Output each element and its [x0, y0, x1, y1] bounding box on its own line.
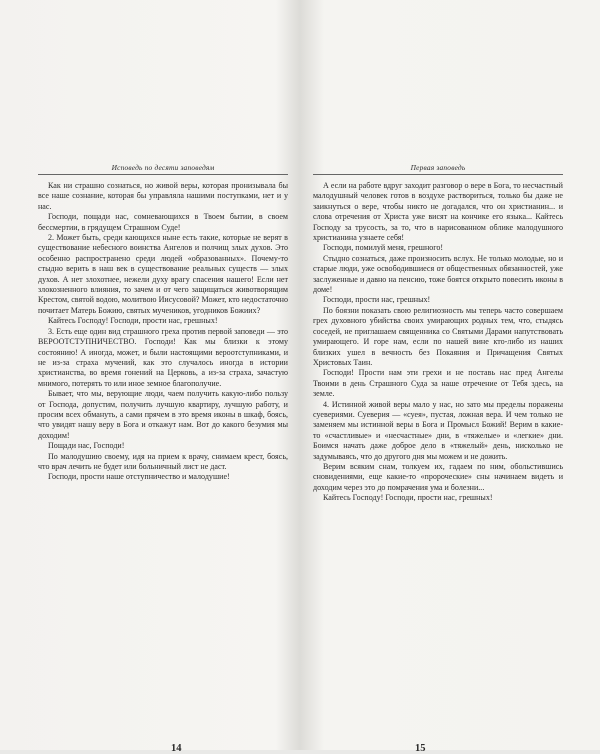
paragraph: Господи, прости наше отступничество и малодушие!: [48, 472, 230, 482]
paragraph: Верим всяким снам, толкуем их, гадаем по ним, обольстившись сновидениями, еще какие-то «пророческие» сны начинаем видеть и доходим через это до помрачения ума и болезни...: [313, 461, 563, 492]
left-page-number: 14: [171, 743, 182, 754]
right-page: [313, 163, 563, 754]
paragraph: По боязни показать свою религиозность мы теперь часто совершаем грех духовного убийства своих умирающих родных тем, что, стыдясь соседей, не приглашаем священника со Святыми Дарами напутствовать умирающего. И горе нам, если по нашей вине кто-либо из наших близких ушел в вечность без Покаяния и Причащения Святых Христовых Таин.: [313, 305, 563, 367]
paragraph: Господи! Прости нам эти грехи и не поставь нас пред Ангелы Твоими в день Страшного Суда за наше отречение от Тебя здесь, на земле.: [313, 368, 563, 399]
left-running-header: Исповедь по десяти заповедям: [38, 163, 288, 175]
paragraph: 4. Истинной живой веры мало у нас, но зато мы пределы поражены суевериями. Суеверия — «суея», пустая, ложная вера. И чем только не заменяем мы истинной веры в Бога и Промысл Божий! Верим в какие-то «счастливые» и «несчастные» дни, в «тяжелые» и «легкие» дни. Боимся начать даже доброе дело в «тяжелый» день, нисколько не задумываясь, что до другого дня мы можем и не дожить.: [313, 399, 563, 461]
paragraph: Господи, помилуй меня, грешного!: [323, 243, 444, 253]
paragraph: Кайтесь Господу! Господи, прости нас, грешных!: [48, 316, 218, 326]
paragraph: Как ни страшно сознаться, но живой веры, которая пронизывала бы все наше сознание, которая бы управляла нашими поступками, нет и у нас.: [38, 181, 288, 211]
right-running-header: Первая заповедь: [313, 163, 563, 175]
paragraph: Пощади нас, Господи!: [48, 441, 125, 451]
paragraph: Бывает, что мы, верующие люди, чаем получить какую-либо пользу от Господа, допустим, получить лучшую квартиру, лучшую работу, и просим всех обмануть, а сами прячем в это время иконы в шкаф, боясь, что увидят нашу веру в Бога и откажут нам. Вот до какого безумия мы доходим!: [38, 389, 288, 440]
right-page-number: 15: [415, 743, 426, 754]
paragraph: Господи, пощади нас, сомневающихся в Твоем бытии, в своем бессмертии, в грядущем Страшном Суде!: [38, 212, 288, 232]
paragraph: Кайтесь Господу! Господи, прости нас, грешных!: [323, 493, 493, 503]
right-page-body: [313, 181, 563, 504]
paragraph: 3. Есть еще один вид страшного греха против первой заповеди — это ВЕРООТСТУПНИЧЕСТВО. Господи! Как мы близки к этому состоянию! А иногда, может, и были настоящими вероотступниками, и не из-за страха мучений, как это случалось иногда в истории христианства, во время гонений на Церковь, а из-за страха, зачастую мнимого, потерять то или иное земное благополучие.: [38, 326, 288, 388]
left-page: [38, 163, 288, 754]
paragraph: Стыдно сознаться, даже произносить вслух. Не только молодые, но и старые люди, уже освободившиеся от общественных обязанностей, уже заслуженные и давно на пенсию, тоже боятся открыто повесить иконы в доме!: [313, 253, 563, 295]
left-page-body: [38, 181, 288, 483]
paragraph: Господи, прости нас, грешных!: [323, 295, 431, 305]
paragraph: 2. Может быть, среди кающихся ныне есть такие, которые не верят в существование небесного воинства Ангелов и полчищ злых духов. Это особенно распространено среди людей «образованных». Почему-то стыдно верить в наш век в существование реальных существ — злых духов. А нет злохотнее, нежели духу врагу спасения нашего! Если нет злокозненного влияния, то зачем и от чего защищаться животворящим Крестом, святой водою, молитвою Иисусовой? Может, кто недостаточно почитает Матерь Божию, святых мучеников, угодников Божиих?: [38, 233, 288, 315]
paragraph: А если на работе вдруг заходит разговор о вере в Бога, то несчастный малодушный человек готов в воздухе раствориться, только бы даже не заикнуться о вере, чтобы никто не догадался, что он христианин... и слова отречения от Христа уже висят на кончике его языка... Кайтесь Господу за трусость, за то, что в нарисованном облике малодушного христианина узнаете себя!: [313, 181, 563, 243]
paragraph: По малодушию своему, идя на прием к врачу, снимаем крест, боясь, что врач лечить не будет или больничный лист не даст.: [38, 451, 288, 471]
